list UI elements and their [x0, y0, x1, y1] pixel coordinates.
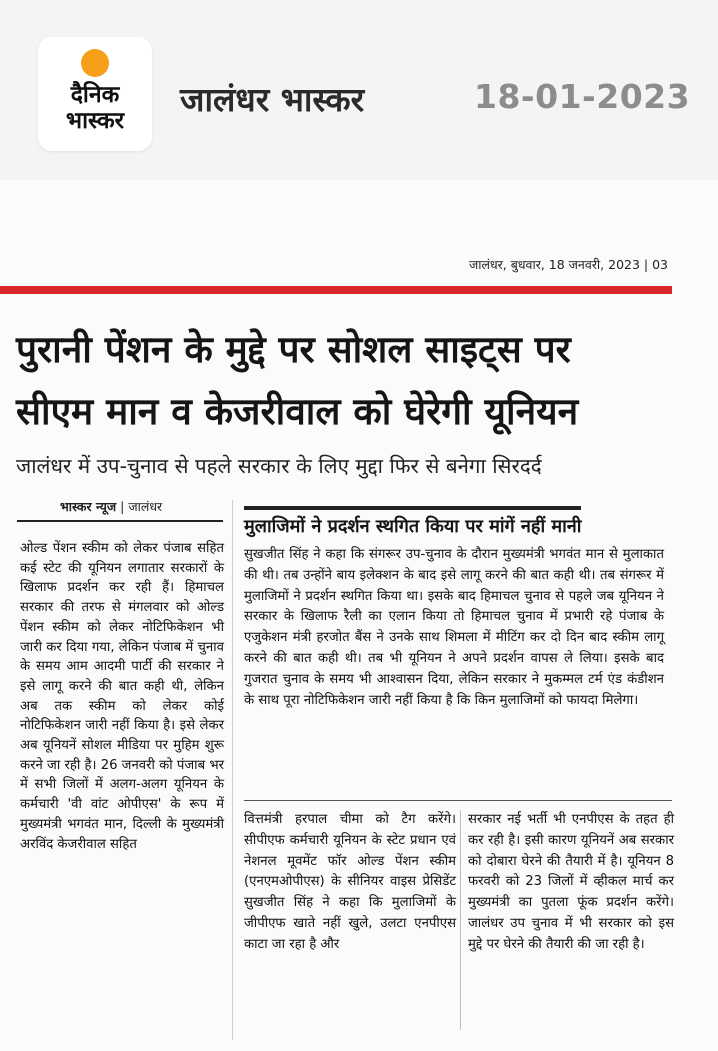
newspaper-page	[0, 180, 718, 1051]
deck: जालंधर में उप-चुनाव से पहले सरकार के लिए मुद्दा फिर से बनेगा सिरदर्द	[16, 454, 542, 478]
byline-city: | जालंधर	[120, 499, 163, 514]
logo-text-line1: दैनिक	[70, 82, 120, 108]
subhead: मुलाजिमों ने प्रदर्शन स्थगित किया पर मांगें नहीं मानी	[244, 506, 581, 542]
sun-icon	[81, 49, 109, 77]
edition-date: 18-01-2023	[474, 77, 691, 116]
page-dateline: जालंधर, बुधवार, 18 जनवरी, 2023 | 03	[468, 257, 668, 272]
column-divider	[232, 500, 233, 1040]
dainik-bhaskar-logo[interactable]	[38, 37, 152, 151]
edition-title: जालंधर भास्कर	[180, 80, 365, 119]
byline-source: भास्कर न्यूज	[60, 499, 117, 514]
byline	[60, 498, 162, 515]
column-divider-2	[460, 810, 461, 1030]
box-rule	[244, 800, 672, 801]
headline-line2: सीएम मान व केजरीवाल को घेरेगी यूनियन	[16, 390, 579, 433]
logo-text-line2: भास्कर	[65, 108, 125, 134]
box-text: सुखजीत सिंह ने कहा कि संगरूर उप-चुनाव के दौरान मुख्यमंत्री भगवंत मान से मुलाकात की थी। तब उन्होंने बाय इलेक्शन के बाद इसे लागू करने की बात कही थी। तब संगरूर में मुलाजिमों ने प्रदर्शन स्थगित किया था। इसके बाद हिमाचल चुनाव से पहले जब यूनियन ने सरकार के खिलाफ रैली का एलान किया तो हिमाचल चुनाव में प्रभारी रहे पंजाब के एजुकेशन मंत्री हरजोत बैंस ने उनके साथ शिमला में मीटिंग कर दो दिन बाद स्कीम लागू करने की बात कही थी। तब भी यूनियन ने अपने प्रदर्शन वापस ले लिया। इसके बाद गुजरात चुनाव के समय भी आश्वासन दिया, लेकिन सरकार ने मुकम्मल टर्म एंड कंडीशन के साथ पूरा नोटिफिकेशन जारी नहीं किया है कि किन मुलाजिमों को फायदा मिलेगा।	[244, 547, 664, 708]
red-rule	[0, 286, 672, 294]
app-header	[0, 0, 718, 180]
headline-line1: पुरानी पेंशन के मुद्दे पर सोशल साइट्स पर	[16, 328, 571, 371]
middle-column-text: वित्तमंत्री हरपाल चीमा को टैग करेंगे। सीपीएफ कर्मचारी यूनियन के स्टेट प्रधान एवं नेशनल मूवमेंट फॉर ओल्ड पेंशन स्कीम (एनएमओपीएस) के सीनियर वाइस प्रेसिडेंट सुखजीत सिंह ने कहा कि मुलाजिमों के जीपीएफ खाते नहीं खुले, उलटा एनपीएस काटा जा रहा है और	[244, 812, 456, 952]
byline-rule	[17, 520, 223, 522]
right-column-text: सरकार नई भर्ती भी एनपीएस के तहत ही कर रही है। इसी कारण यूनियनें अब सरकार को दोबारा घेरने की तैयारी में है। यूनियन 8 फरवरी को 23 जिलों में व्हीकल मार्च कर मुख्यमंत्री का पुतला फूंक प्रदर्शन करेंगे। जालंधर उप चुनाव में भी सरकार को इस मुद्दे पर घेरने की तैयारी की जा रही है।	[468, 812, 674, 952]
left-column-text: ओल्ड पेंशन स्कीम को लेकर पंजाब सहित कई स्टेट की यूनियन लगातार सरकारों के खिलाफ प्रदर्शन कर रही हैं। हिमाचल सरकार की तरफ से मंगलवार को ओल्ड पेंशन स्कीम को लेकर नोटिफिकेशन भी जारी कर दिया गया, लेकिन पंजाब में चुनाव के समय आम आदमी पार्टी की सरकार ने इसे लागू करने की बात कही थी, लेकिन अब तक स्कीम को लेकर कोई नोटिफिकेशन जारी नहीं किया है। इसे लेकर अब यूनियनें सोशल मीडिया पर मुहिम शुरू करने जा रही है। 26 जनवरी को पंजाब भर में सभी जिलों में अलग-अलग यूनियन के कर्मचारी 'वी वांट ओपीएस' के रूप में मुख्यमंत्री भगवंत मान, दिल्ली के मुख्यमंत्री अरविंद केजरीवाल सहित	[20, 541, 224, 852]
